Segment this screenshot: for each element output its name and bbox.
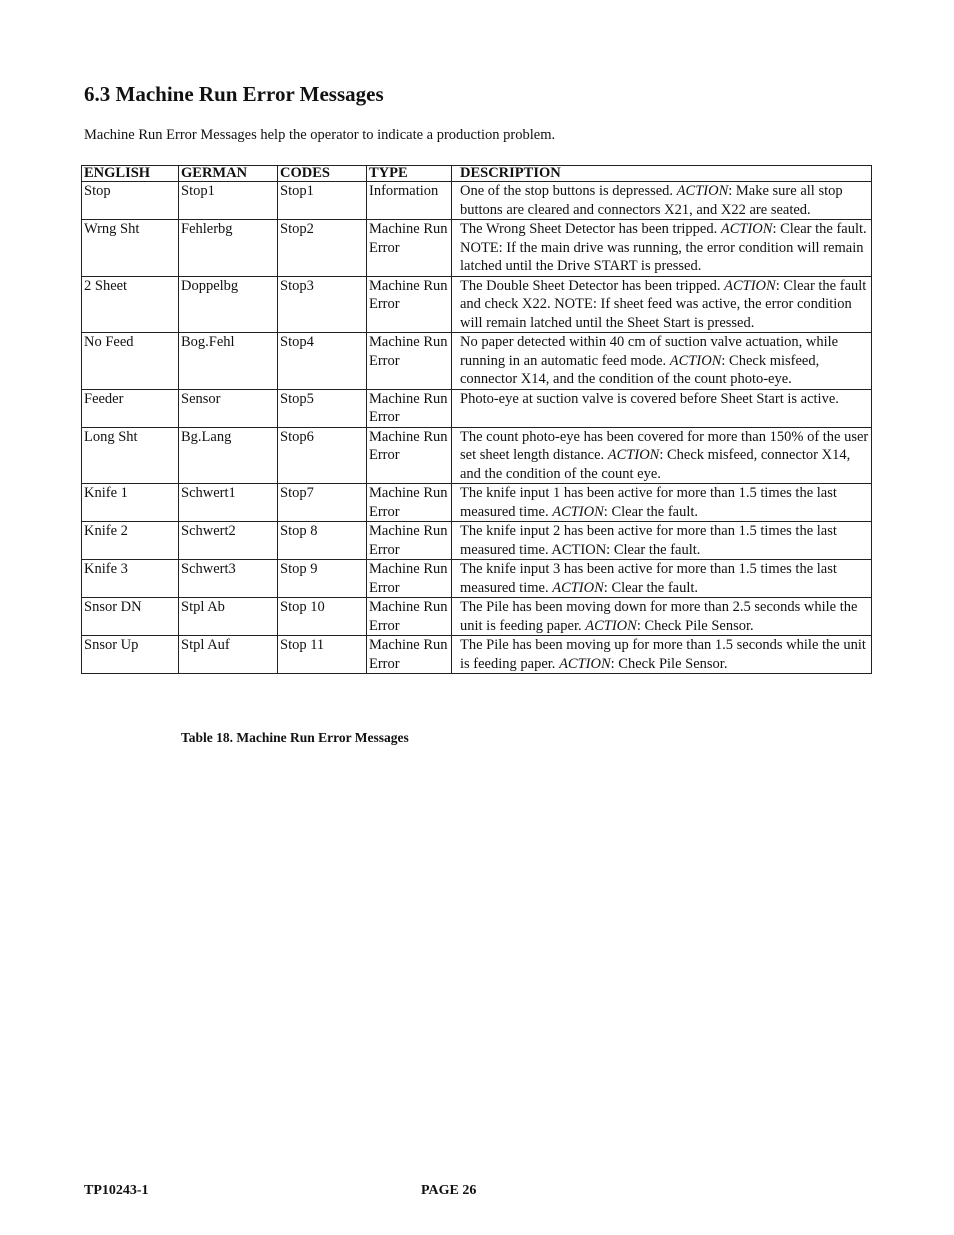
table-row [82,636,872,674]
description-text: The count photo-eye has been covered for more than 150% of the user set sheet length distance. [460,428,869,463]
cell-description [452,427,872,484]
description-text: : Clear the fault and check X22. NOTE: If sheet feed was active, the error condition will remain latched until the Sheet Start is pressed. [460,277,867,331]
cell-german: Stpl Ab [179,598,278,636]
intro-paragraph: Machine Run Error Messages help the operator to indicate a production problem. [84,127,556,143]
cell-type: Machine Run Error [367,522,452,560]
cell-english: Knife 3 [82,560,179,598]
cell-german: Doppelbg [179,276,278,333]
cell-description [452,484,872,522]
description-text: : Make sure all stop buttons are cleared and connectors X21, and X22 are seated. [460,183,843,218]
cell-code: Stop3 [278,276,367,333]
table-row [82,276,872,333]
table-row [82,333,872,390]
cell-code: Stop 9 [278,560,367,598]
description-text: : Clear the fault. [603,579,699,596]
action-label: ACTION [552,579,604,596]
table-row [82,427,872,484]
cell-german: Fehlerbg [179,220,278,277]
cell-type: Machine Run Error [367,276,452,333]
description-text: : Check Pile Sensor. [610,655,728,672]
description-text: The knife input 1 has been active for more than 1.5 times the last measured time. [460,485,837,520]
footer-page-number: PAGE 26 [421,1183,477,1198]
error-messages-table [81,165,872,674]
cell-description [452,220,872,277]
table-row [82,484,872,522]
description-text: Photo-eye at suction valve is covered before Sheet Start is active. [460,390,839,407]
cell-type: Machine Run Error [367,427,452,484]
cell-english: Feeder [82,389,179,427]
cell-code: Stop5 [278,389,367,427]
table-caption: Table 18. Machine Run Error Messages [181,730,409,745]
cell-type: Machine Run Error [367,220,452,277]
cell-german: Sensor [179,389,278,427]
header-description: DESCRIPTION [452,166,872,182]
table-row [82,389,872,427]
cell-code: Stop6 [278,427,367,484]
section-heading: 6.3 Machine Run Error Messages [84,82,384,106]
cell-code: Stop2 [278,220,367,277]
cell-german: Schwert1 [179,484,278,522]
table-header [82,166,872,182]
header-type: TYPE [367,166,452,182]
cell-code: Stop 11 [278,636,367,674]
description-text: : Clear the fault. [603,503,699,520]
action-label: ACTION [559,655,611,672]
table-row [82,220,872,277]
cell-english: Long Sht [82,427,179,484]
description-text: One of the stop buttons is depressed. [460,183,677,199]
cell-type: Machine Run Error [367,636,452,674]
table-row [82,182,872,220]
table-row [82,522,872,560]
description-text: The Double Sheet Detector has been tripped. [460,277,725,294]
cell-description [452,182,872,220]
cell-english: Knife 1 [82,484,179,522]
cell-english: Knife 2 [82,522,179,560]
cell-english: No Feed [82,333,179,390]
cell-german: Stop1 [179,182,278,220]
header-german: GERMAN [179,166,278,182]
description-text: : Check Pile Sensor. [636,617,754,634]
table-row [82,598,872,636]
cell-german: Bg.Lang [179,427,278,484]
cell-type: Information [367,182,452,220]
cell-type: Machine Run Error [367,598,452,636]
cell-english: Snsor Up [82,636,179,674]
cell-english: 2 Sheet [82,276,179,333]
cell-description [452,276,872,333]
cell-code: Stop 8 [278,522,367,560]
action-label: ACTION [669,352,722,369]
cell-type: Machine Run Error [367,560,452,598]
cell-description [452,522,872,560]
cell-description [452,333,872,390]
description-text: The Wrong Sheet Detector has been tripped. [460,221,721,237]
description-text: : Check misfeed, connector X14, and the condition of the count photo-eye. [460,352,820,387]
description-text: The Pile has been moving up for more than 1.5 seconds while the unit is feeding paper. [460,637,866,672]
action-label: ACTION [720,221,773,237]
cell-code: Stop 10 [278,598,367,636]
action-label: ACTION [724,277,776,294]
cell-english: Snsor DN [82,598,179,636]
header-english: ENGLISH [82,166,179,182]
cell-german: Stpl Auf [179,636,278,674]
cell-description [452,560,872,598]
cell-german: Bog.Fehl [179,333,278,390]
footer-doc-id: TP10243-1 [84,1183,149,1198]
cell-type: Machine Run Error [367,484,452,522]
cell-german: Schwert3 [179,560,278,598]
description-text: No paper detected within 40 cm of suction valve actuation, while running in an automatic feed mode. [460,334,839,369]
cell-code: Stop7 [278,484,367,522]
cell-german: Schwert2 [179,522,278,560]
cell-description [452,636,872,674]
description-text: : Check misfeed, connector X14, and the condition of the count eye. [460,447,851,482]
cell-english: Stop [82,182,179,220]
description-text: The Pile has been moving down for more than 2.5 seconds while the unit is feeding paper. [460,599,858,634]
description-text: : Clear the fault. NOTE: If the main drive was running, the error condition will remain latched until the Drive START is pressed. [460,221,867,274]
description-text: The knife input 3 has been active for more than 1.5 times the last measured time. [460,561,837,596]
action-label: ACTION [552,503,604,520]
cell-type: Machine Run Error [367,333,452,390]
cell-type: Machine Run Error [367,389,452,427]
table-row [82,560,872,598]
cell-code: Stop4 [278,333,367,390]
cell-english: Wrng Sht [82,220,179,277]
action-label: ACTION [607,447,660,463]
action-label: ACTION [585,617,637,634]
description-text: The knife input 2 has been active for more than 1.5 times the last measured time. ACTION: Clear the fault. [460,523,837,558]
table-body [82,182,872,674]
table-header-row [82,166,872,182]
header-codes: CODES [278,166,367,182]
cell-code: Stop1 [278,182,367,220]
action-label: ACTION [676,183,729,199]
cell-description [452,389,872,427]
cell-description [452,598,872,636]
